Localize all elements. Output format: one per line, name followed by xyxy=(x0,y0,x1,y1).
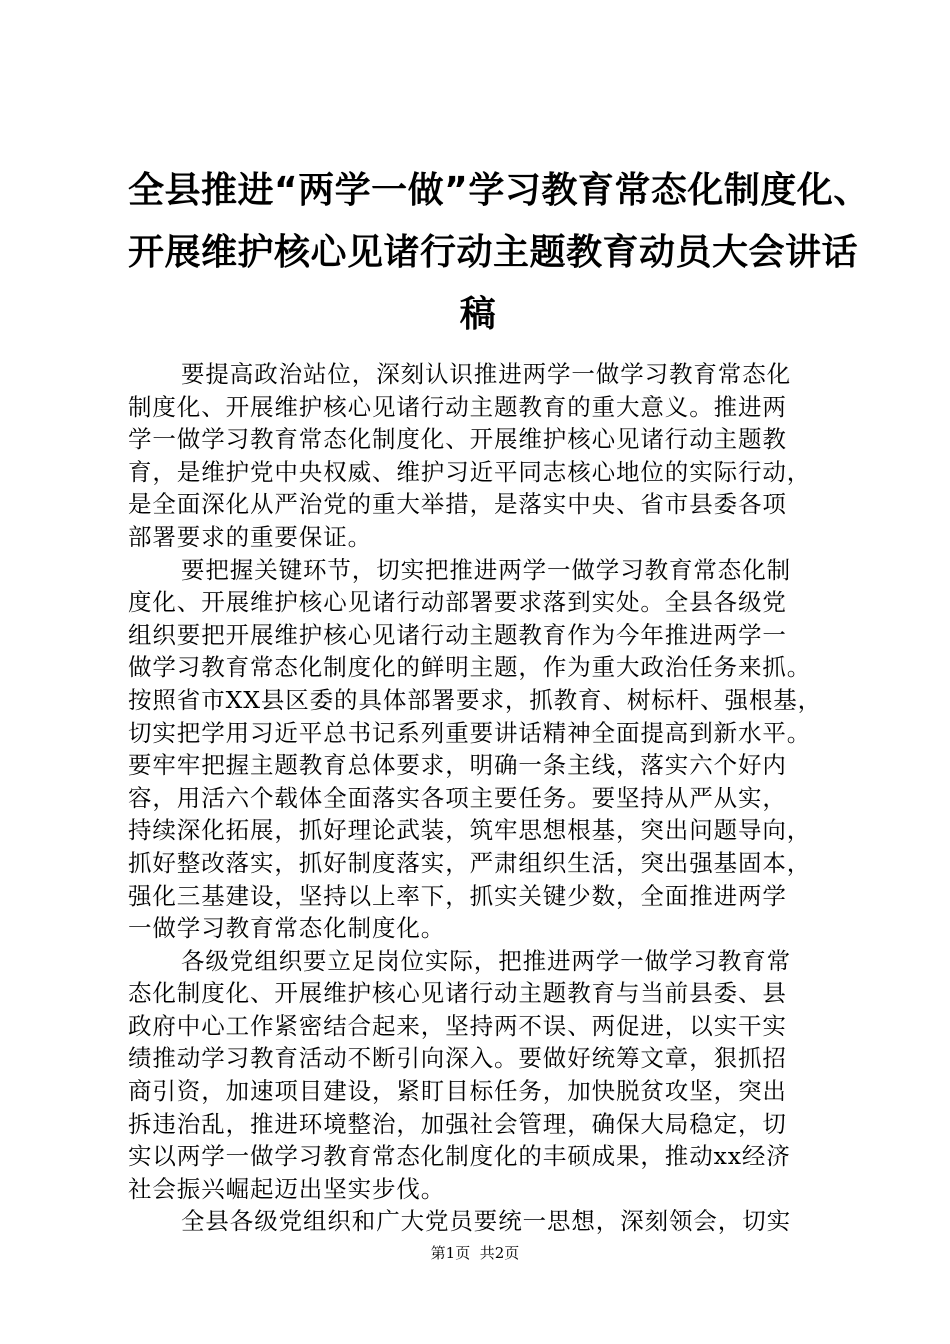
paragraph-line: 要把握关键环节，切实把推进两学一做学习教育常态化制 xyxy=(181,555,791,584)
paragraph xyxy=(128,945,830,1206)
paragraph xyxy=(128,554,830,945)
paragraph-line: 切实把学用习近平总书记系列重要讲话精神全面提高到新水平。 xyxy=(128,718,812,747)
paragraph-line: 抓好整改落实，抓好制度落实，严肃组织生活，突出强基固本， xyxy=(128,848,812,877)
paragraph xyxy=(128,1205,830,1238)
paragraph-line: 各级党组织要立足岗位实际，把推进两学一做学习教育常 xyxy=(181,946,791,975)
page-footer xyxy=(0,1243,950,1263)
paragraph-line: 绩推动学习教育活动不断引向深入。要做好统筹文章，狠抓招 xyxy=(128,1044,787,1073)
paragraph-line: 强化三基建设，坚持以上率下，抓实关键少数，全面推进两学 xyxy=(128,881,787,910)
paragraph-line: 商引资，加速项目建设，紧盯目标任务，加快脱贫攻坚，突出 xyxy=(128,1077,787,1106)
paragraph-line: 实以两学一做学习教育常态化制度化的丰硕成果，推动xx经济 xyxy=(128,1142,791,1171)
paragraph-line: 是全面深化从严治党的重大举措，是落实中央、省市县委各项 xyxy=(128,490,787,519)
paragraph-line: 育，是维护党中央权威、维护习近平同志核心地位的实际行动， xyxy=(128,457,812,486)
paragraph-line: 全县各级党组织和广大党员要统一思想，深刻领会，切实 xyxy=(181,1207,791,1236)
paragraph-line: 学一做学习教育常态化制度化、开展维护核心见诸行动主题教 xyxy=(128,425,787,454)
paragraph-line: 做学习教育常态化制度化的鲜明主题，作为重大政治任务来抓。 xyxy=(128,653,812,682)
document-title xyxy=(128,160,870,346)
footer-spacer xyxy=(470,1244,480,1262)
paragraph-line: 持续深化拓展，抓好理论武装，筑牢思想根基，突出问题导向， xyxy=(128,816,812,845)
paragraph-line: 组织要把开展维护核心见诸行动主题教育作为今年推进两学一 xyxy=(128,620,787,649)
paragraph-line: 要提高政治站位，深刻认识推进两学一做学习教育常态化 xyxy=(181,360,791,388)
paragraph-line: 一做学习教育常态化制度化。 xyxy=(128,914,446,943)
paragraph-line: 社会振兴崛起迈出坚实步伐。 xyxy=(128,1174,446,1203)
title-line: 稿 xyxy=(459,294,497,335)
document-body xyxy=(128,358,830,1238)
page-number: 第1页 xyxy=(430,1244,471,1262)
paragraph-line: 度化、开展维护核心见诸行动部署要求落到实处。全县各级党 xyxy=(128,588,787,617)
paragraph-line: 部署要求的重要保证。 xyxy=(128,522,372,551)
paragraph-line: 要牢牢把握主题教育总体要求，明确一条主线，落实六个好内 xyxy=(128,751,787,780)
paragraph-line: 政府中心工作紧密结合起来，坚持两不误、两促进，以实干实 xyxy=(128,1011,787,1040)
paragraph-line: 拆违治乱，推进环境整治，加强社会管理，确保大局稳定，切 xyxy=(128,1109,787,1138)
paragraph xyxy=(128,358,830,554)
paragraph-line: 按照省市XX县区委的具体部署要求，抓教育、树标杆、强根基， xyxy=(128,685,823,714)
title-line: 开展维护核心见诸行动主题教育动员大会讲话 xyxy=(128,232,859,273)
paragraph-line: 制度化、开展维护核心见诸行动主题教育的重大意义。推进两 xyxy=(128,392,787,421)
paragraph-line: 态化制度化、开展维护核心见诸行动主题教育与当前县委、县 xyxy=(128,979,787,1008)
paragraph-line: 容，用活六个载体全面落实各项主要任务。要坚持从严从实， xyxy=(128,783,787,812)
title-line: 全县推进“两学一做”学习教育常态化制度化、 xyxy=(128,170,870,211)
page-total: 共2页 xyxy=(479,1244,520,1262)
